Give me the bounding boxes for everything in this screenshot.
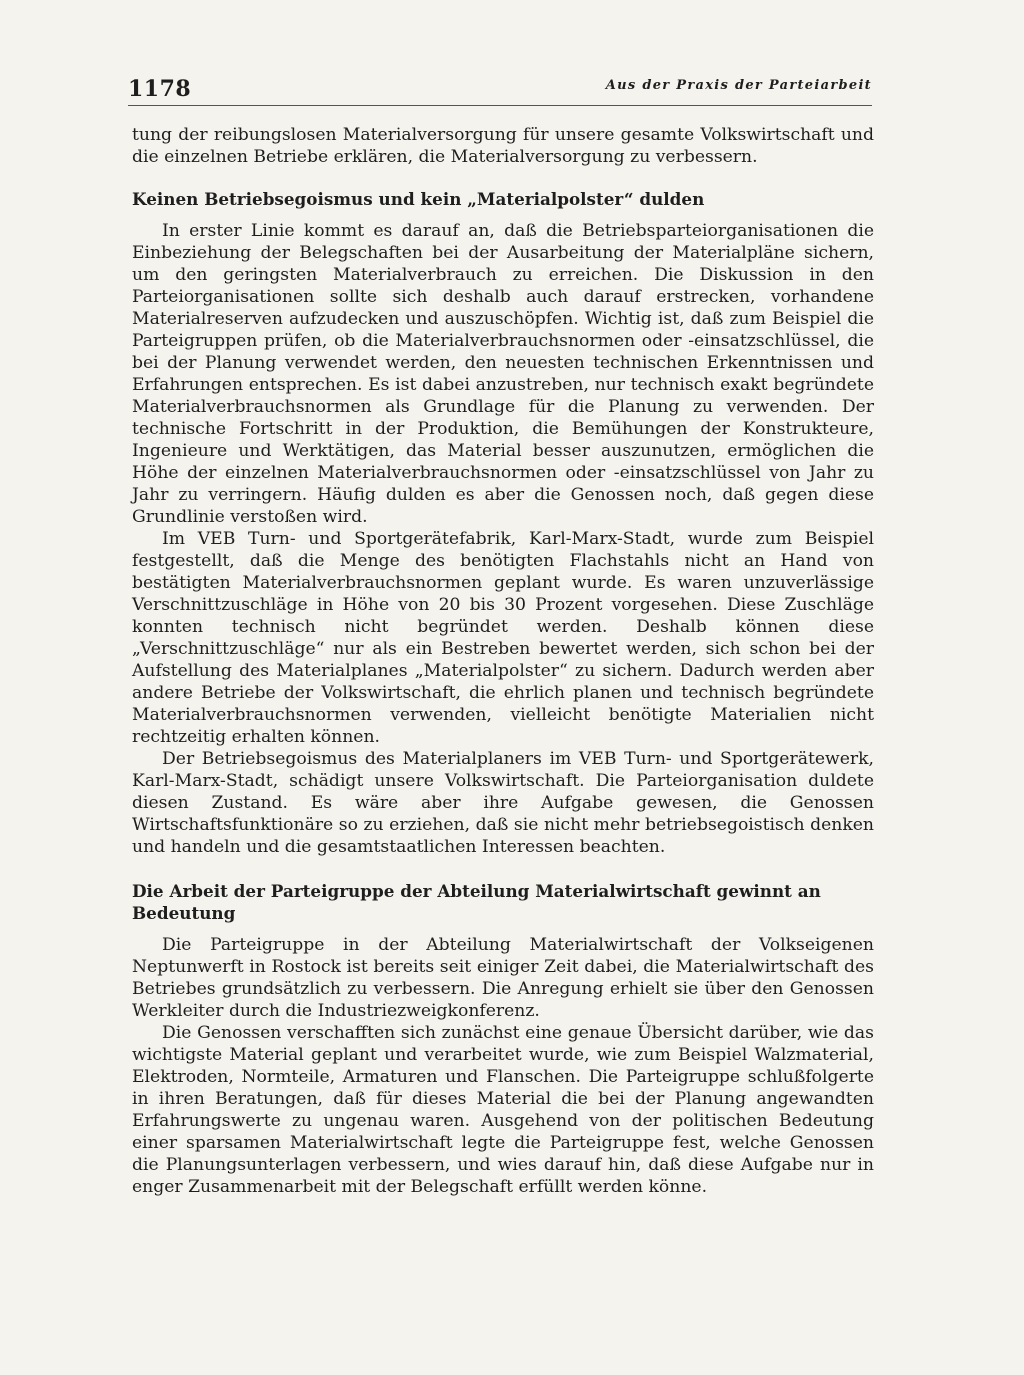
running-title: Aus der Praxis der Parteiarbeit (605, 78, 872, 93)
text-body (132, 124, 874, 1198)
paragraph: Die Genossen verschafften sich zunächst eine genaue Übersicht darüber, wie das wichtigste Material geplant und verarbeitet wurde, wie zum Beispiel Walzmaterial, Elektroden, Normteile, Armaturen und Flanschen. Die Parteigruppe schlußfolgerte in ihren Beratungen, daß für dieses Material die bei der Planung angewandten Erfahrungswerte zu ungenau waren. Ausgehend von der politischen Bedeutung einer sparsamen Materialwirtschaft legte die Parteigruppe fest, welche Genossen die Planungsunterlagen verbessern, und wies darauf hin, daß diese Aufgabe nur in enger Zusammenarbeit mit der Belegschaft erfüllt werden könne. (132, 1023, 874, 1197)
header-rule (128, 105, 872, 106)
paragraph: Im VEB Turn- und Sportgerätefabrik, Karl-Marx-Stadt, wurde zum Beispiel festgestellt, daß die Menge des benötigten Flachstahls nicht an Hand von bestätigten Materialverbrauchsnormen geplant wurde. Es waren unzuverlässige Verschnittzuschläge in Höhe von 20 bis 30 Prozent vorgesehen. Diese Zuschläge konnten technisch nicht begründet werden. Deshalb können diese „Verschnittzuschläge“ nur als ein Bestreben bewertet werden, sich schon bei der Aufstellung des Materialplanes „Materialpolster“ zu sichern. Dadurch werden aber andere Betriebe der Volkswirtschaft, die ehrlich planen und technisch begründete Materialverbrauchsnormen verwenden, vielleicht benötigte Materialien nicht rechtzeitig erhalten können. (132, 529, 874, 747)
page-header (128, 72, 872, 104)
paragraph: In erster Linie kommt es darauf an, daß die Betriebsparteiorganisationen die Einbeziehung der Belegschaften bei der Ausarbeitung der Materialpläne sichern, um den geringsten Materialverbrauch zu erreichen. Die Diskussion in den Parteiorganisationen sollte sich deshalb auch darauf erstrecken, vorhandene Materialreserven aufzudecken und auszuschöpfen. Wichtig ist, daß zum Beispiel die Parteigruppen prüfen, ob die Materialverbrauchsnormen oder -einsatzschlüssel, die bei der Planung verwendet werden, den neuesten technischen Erkenntnissen und Erfahrungen entsprechen. Es ist dabei anzustreben, nur technisch exakt begründete Materialverbrauchsnormen als Grundlage für die Planung zu verwenden. Der technische Fortschritt in der Produktion, die Bemühungen der Konstrukteure, Ingenieure und Werktätigen, das Material besser auszunutzen, ermöglichen die Höhe der einzelnen Materialverbrauchsnormen oder -einsatzschlüssel von Jahr zu Jahr zu verringern. Häufig dulden es aber die Genossen noch, daß gegen diese Grundlinie verstoßen wird. (132, 221, 874, 527)
paragraph: Der Betriebsegoismus des Materialplaners im VEB Turn- und Sportgerätewerk, Karl-Marx-Stadt, schädigt unsere Volkswirtschaft. Die Parteiorganisation duldete diesen Zustand. Es wäre aber ihre Aufgabe gewesen, die Genossen Wirtschaftsfunktionäre so zu erziehen, daß sie nicht mehr betriebsegoistisch denken und handeln und die gesamtstaatlichen Interessen beachten. (132, 749, 874, 857)
paragraph-continuation: tung der reibungslosen Materialversorgung für unsere gesamte Volkswirtschaft und die einzelnen Betriebe erklären, die Materialversorgung zu verbessern. (132, 125, 874, 167)
section-heading-betriebsegoismus: Keinen Betriebsegoismus und kein „Materialpolster“ dulden (132, 189, 705, 209)
paragraph: Die Parteigruppe in der Abteilung Materialwirtschaft der Volkseigenen Neptunwerft in Rostock ist bereits seit einiger Zeit dabei, die Materialwirtschaft des Betriebes grundsätzlich zu verbessern. Die Anregung erhielt sie über den Genossen Werkleiter durch die Industriezweigkonferenz. (132, 935, 874, 1021)
page-number: 1178 (128, 76, 192, 102)
section-heading-parteigruppe: Die Arbeit der Parteigruppe der Abteilung Materialwirtschaft gewinnt an Bedeutung (132, 881, 821, 923)
